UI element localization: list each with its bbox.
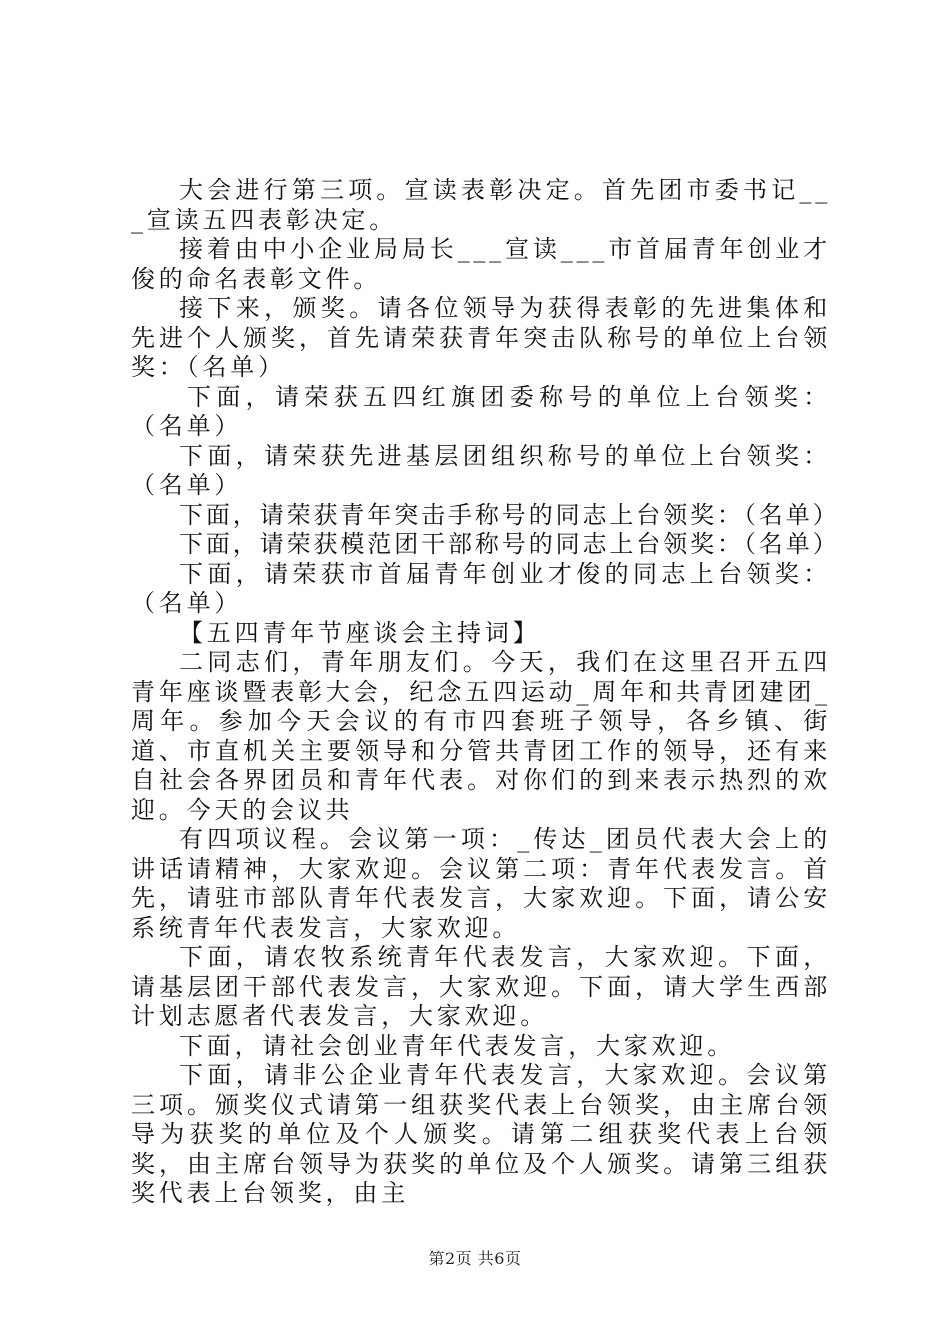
paragraph-opening-remarks: 二同志们，青年朋友们。今天，我们在这里召开五四青年座谈暨表彰大会，纪念五四运动_周年和共青团建团_周年。参加今天会议的有市四套班子领导，各乡镇、街道、市直机关主要领导和分管共青团工作的领导，还有来自社会各界团员和青年代表。对你们的到来表示热烈的欢迎。今天的会议共 <box>131 648 831 824</box>
paragraph-social-youth: 下面，请社会创业青年代表发言，大家欢迎。 <box>179 1031 735 1060</box>
paragraph-award-decision: 大会进行第三项。宣读表彰决定。首先团市委书记___宣读五四表彰决定。 <box>131 176 831 234</box>
paragraph-red-flag-award: 下面，请荣获五四红旗团委称号的单位上台领奖：（名单） <box>131 382 831 440</box>
paragraph-model-cadre-award: 下面，请荣获模范团干部称号的同志上台领奖：（名单） <box>179 530 840 558</box>
paragraph-representatives: 下面，请农牧系统青年代表发言，大家欢迎。下面，请基层团干部代表发言，大家欢迎。下面，请大学生西部计划志愿者代表发言，大家欢迎。 <box>131 943 831 1030</box>
paragraph-grassroots-award: 下面，请荣获先进基层团组织称号的单位上台领奖：（名单） <box>131 441 831 499</box>
paragraph-agenda: 有四项议程。会议第一项：_传达_团员代表大会上的讲话请精神，大家欢迎。会议第二项：青年代表发言。首先，请驻市部队青年代表发言，大家欢迎。下面，请公安系统青年代表发言，大家欢迎。 <box>131 825 831 942</box>
paragraph-entrepreneur-award: 下面，请荣获市首届青年创业才俊的同志上台领奖：（名单） <box>131 559 831 617</box>
section-heading: 【五四青年节座谈会主持词】 <box>179 618 541 647</box>
paragraph-award-ceremony: 下面，请非公企业青年代表发言，大家欢迎。会议第三项。颁奖仪式请第一组获奖代表上台领奖，由主席台领导为获奖的单位及个人颁奖。请第二组获奖代表上台领奖，由主席台领导为获奖的单位及个人颁奖。请第三组获奖代表上台领奖，由主 <box>131 1061 831 1207</box>
paragraph-shock-worker-award: 下面，请荣获青年突击手称号的同志上台领奖：（名单） <box>179 500 840 529</box>
paragraph-award-intro: 接下来，颁奖。请各位领导为获得表彰的先进集体和先进个人颁奖，首先请荣获青年突击队称号的单位上台领奖：（名单） <box>131 294 831 381</box>
page-footer: 第2页 共6页 <box>428 1249 522 1268</box>
document-body <box>131 176 840 1209</box>
paragraph-naming-document: 接着由中小企业局局长___宣读___市首届青年创业才俊的命名表彰文件。 <box>131 235 831 293</box>
